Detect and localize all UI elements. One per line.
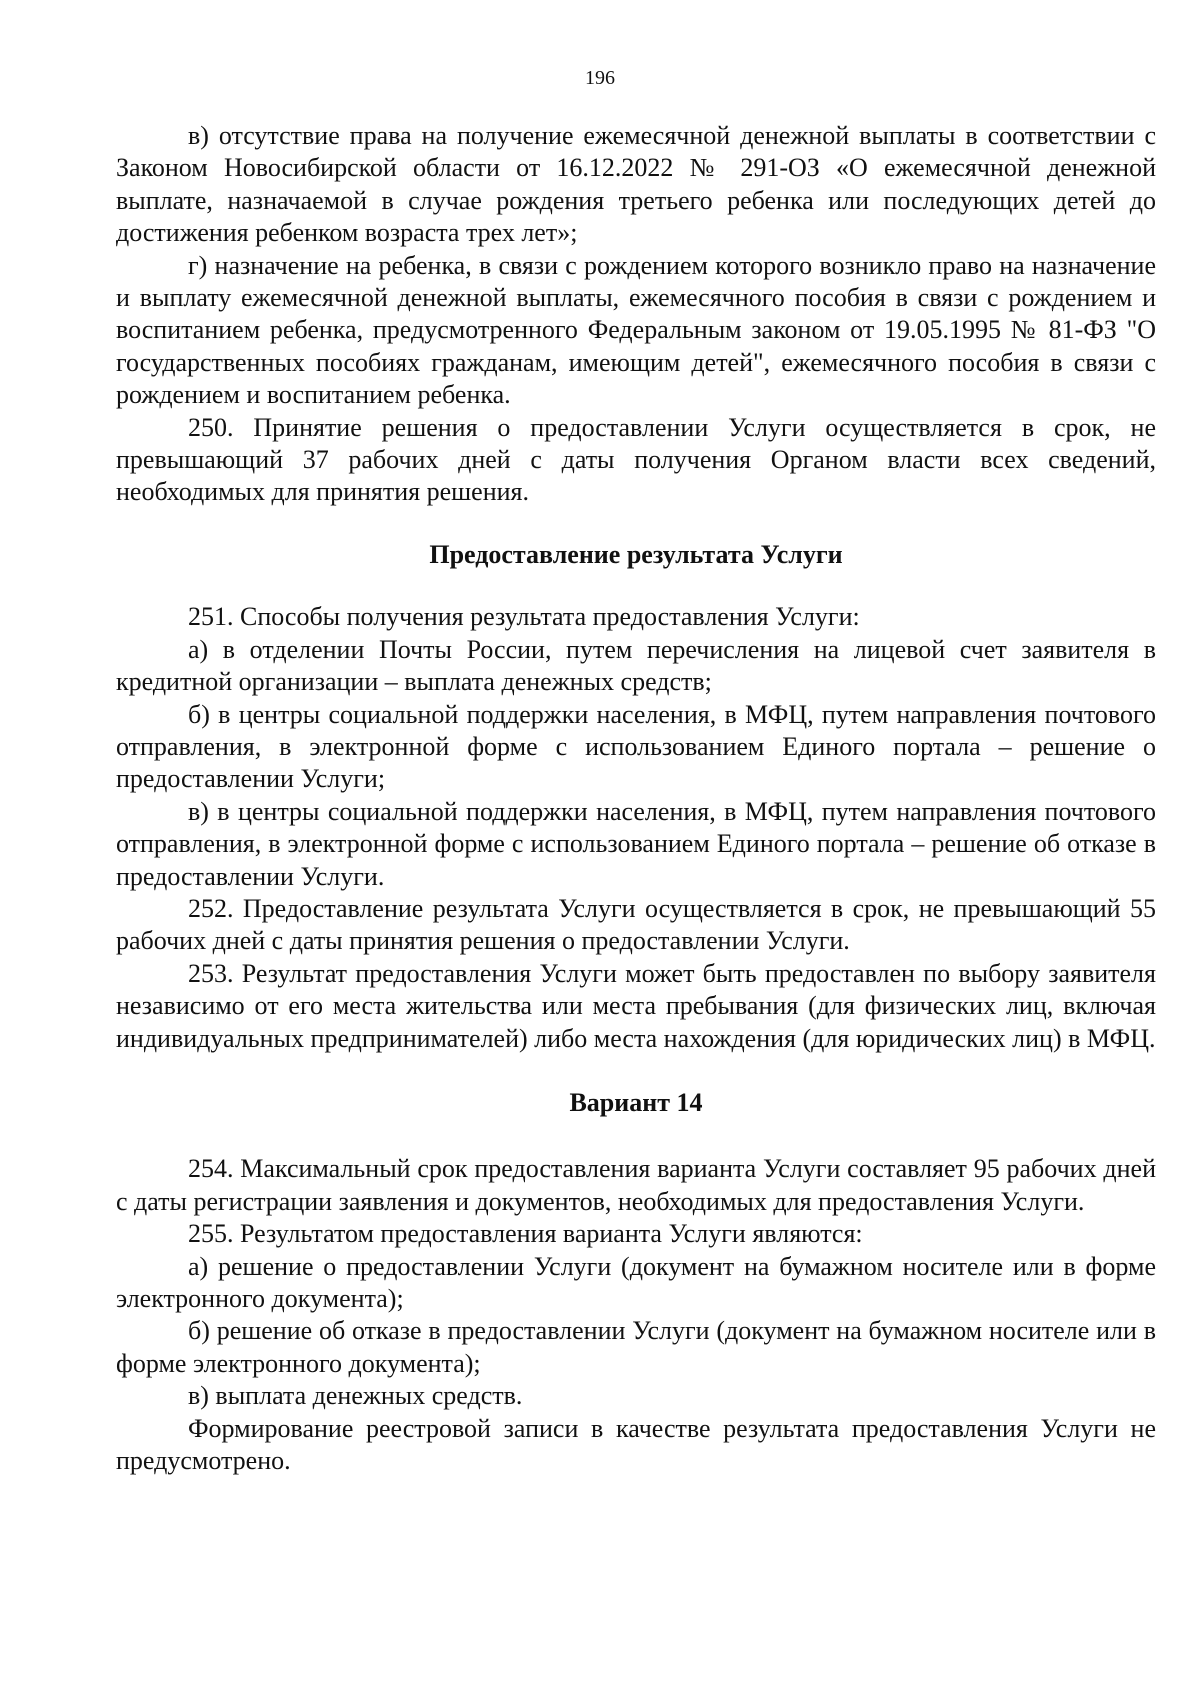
- paragraph-253: 253. Результат предоставления Услуги может быть предоставлен по выбору заявителя независимо от его места жительства или места пребывания (для физических лиц, включая индивидуальных предпринимателей) либо места нахождения (для юридических лиц) в МФЦ.: [116, 958, 1156, 1053]
- paragraph-251: 251. Способы получения результата предоставления Услуги:: [188, 602, 860, 632]
- paragraph-255-a: а) решение о предоставлении Услуги (документ на бумажном носителе или в форме электронного документа);: [116, 1251, 1156, 1313]
- paragraph-v-no-right: в) отсутствие права на получение ежемесячной денежной выплаты в соответствии с Законом Новосибирской области от 16.12.2022 № 291-ОЗ «О ежемесячной денежной выплате, назначаемой в случае рождения третьего ребенка или последующих детей до достижения ребенком возраста трех лет»;: [116, 121, 1156, 248]
- section-heading-result: Предоставление результата Услуги: [429, 539, 843, 569]
- paragraph-251-v: в) в центры социальной поддержки населения, в МФЦ, путем направления почтового отправления, в электронной форме с использованием Единого портала – решение об отказе в предоставлении Услуги.: [116, 796, 1156, 891]
- paragraph-255-v: в) выплата денежных средств.: [188, 1381, 523, 1411]
- paragraph-251-b: б) в центры социальной поддержки населения, в МФЦ, путем направления почтового отправления, в электронной форме с использованием Единого портала – решение о предоставлении Услуги;: [116, 699, 1156, 794]
- paragraph-252: 252. Предоставление результата Услуги осуществляется в срок, не превышающий 55 рабочих дней с даты принятия решения о предоставлении Услуги.: [116, 893, 1156, 956]
- paragraph-254: 254. Максимальный срок предоставления варианта Услуги составляет 95 рабочих дней с даты регистрации заявления и документов, необходимых для предоставления Услуги.: [116, 1154, 1156, 1216]
- paragraph-250: 250. Принятие решения о предоставлении Услуги осуществляется в срок, не превышающий 37 рабочих дней с даты получения Органом власти всех сведений, необходимых для принятия решения.: [116, 412, 1156, 507]
- paragraph-251-a: а) в отделении Почты России, путем перечисления на лицевой счет заявителя в кредитной организации – выплата денежных средств;: [116, 634, 1156, 697]
- paragraph-g-assignment: г) назначение на ребенка, в связи с рождением которого возникло право на назначение и выплату ежемесячной денежной выплаты, ежемесячного пособия в связи с рождением и воспитанием ребенка, предусмотренного Федеральным законом от 19.05.1995 № 81-ФЗ "О государственных пособиях гражданам, имеющим детей", ежемесячного пособия в связи с рождением и воспитанием ребенка.: [116, 250, 1156, 410]
- page-number: 196: [585, 67, 615, 89]
- paragraph-registry-note: Формирование реестровой записи в качестве результата предоставления Услуги не предусмотрено.: [116, 1413, 1156, 1476]
- paragraph-255-b: б) решение об отказе в предоставлении Услуги (документ на бумажном носителе или в форме электронного документа);: [116, 1316, 1156, 1378]
- section-heading-variant: Вариант 14: [569, 1087, 703, 1117]
- document-body: [116, 120, 1156, 1477]
- paragraph-255: 255. Результатом предоставления варианта Услуги являются:: [188, 1219, 863, 1249]
